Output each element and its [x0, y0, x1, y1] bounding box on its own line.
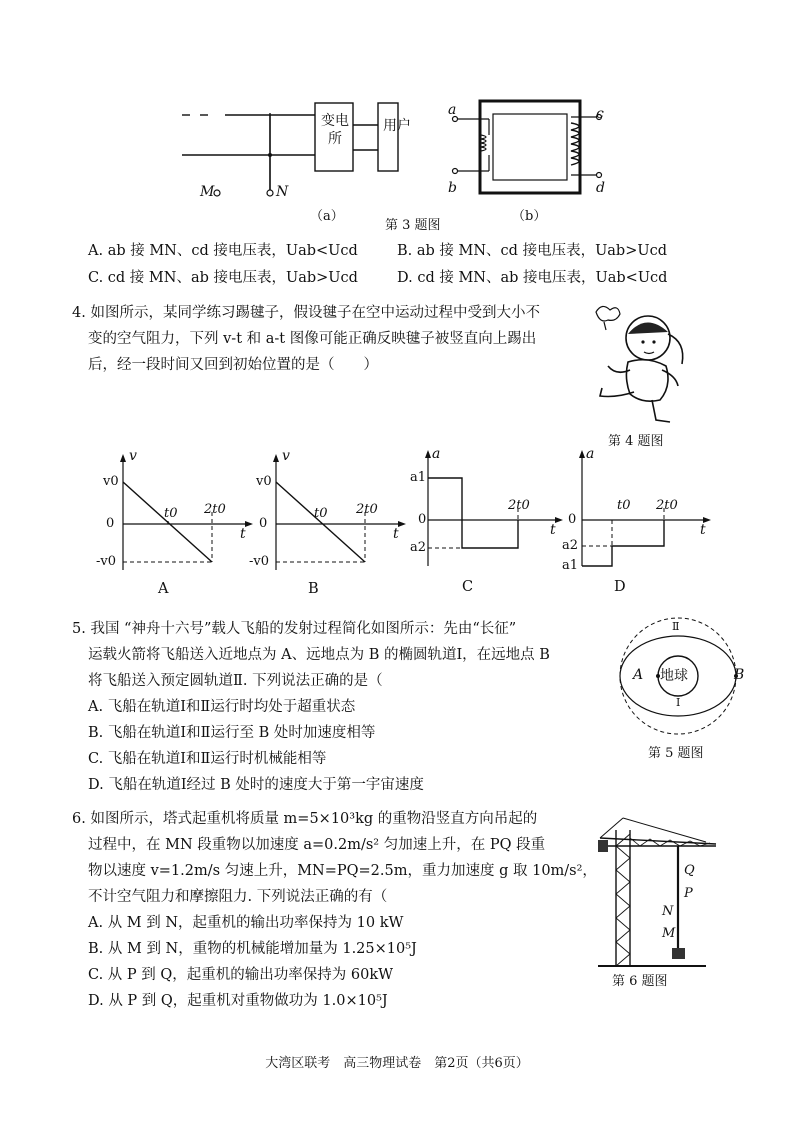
q6-crane-figure	[596, 816, 720, 968]
q5-stem-line1: 5. 我国 “神舟十六号”载人飞船的发射过程简化如图所示：先由“长征”	[72, 621, 517, 637]
q3-figure-b	[445, 95, 615, 205]
q4-c-yzero: 0	[418, 512, 427, 527]
page-footer: 大湾区联考 高三物理试卷 第2页（共6页）	[265, 1056, 529, 1071]
q4-c-letter: C	[462, 579, 474, 595]
q4-a-ybottom: -v0	[96, 554, 117, 569]
q4-b-xend: 2t0	[356, 502, 378, 517]
q6-label-n: N	[662, 904, 674, 919]
q3-box2-label: 用户	[383, 118, 411, 134]
q3-b-a: a	[448, 102, 457, 118]
q4-a-xend: 2t0	[204, 502, 226, 517]
q3-caption-a: （a）	[310, 209, 344, 224]
q4-a-ylabel: v	[129, 448, 137, 464]
q4-d-yzero: 0	[568, 512, 577, 527]
q4-b-yzero: 0	[259, 516, 268, 531]
q4-d-ymid: a2	[562, 538, 579, 553]
q5-orbit1-label: Ⅰ	[676, 696, 681, 709]
q6-option-d: D. 从 P 到 Q，起重机对重物做功为 1.0×10⁵J	[88, 993, 388, 1009]
q3-caption-b: （b）	[512, 209, 547, 224]
q4-c-ybottom: a2	[410, 540, 427, 555]
q6-option-a: A. 从 M 到 N，起重机的输出功率保持为 10 kW	[88, 915, 404, 931]
q4-c-xend: 2t0	[508, 498, 530, 513]
q4-figure-caption: 第 4 题图	[608, 434, 664, 449]
q4-c-ytop: a1	[410, 470, 427, 485]
q4-graph-d	[568, 448, 718, 573]
q6-stem-line2: 过程中，在 MN 段重物以加速度 a=0.2m/s² 匀加速上升，在 PQ 段重	[88, 837, 546, 853]
q4-c-xlabel: t	[550, 522, 556, 538]
q5-earth-label: 地球	[660, 668, 688, 684]
q3-figure-caption: 第 3 题图	[385, 218, 441, 233]
q5-option-c: C. 飞船在轨道Ⅰ和Ⅱ运行时机械能相等	[88, 751, 327, 767]
q4-b-ybottom: -v0	[249, 554, 270, 569]
q5-figure-caption: 第 5 题图	[648, 746, 704, 761]
q5-option-a: A. 飞船在轨道Ⅰ和Ⅱ运行时均处于超重状态	[88, 699, 356, 715]
q4-stem-line3: 后，经一段时间又回到初始位置的是（ ）	[88, 357, 378, 373]
q4-a-letter: A	[158, 581, 169, 597]
q4-d-xend: 2t0	[656, 498, 678, 513]
q3-b-c: c	[596, 106, 604, 122]
q6-label-q: Q	[684, 863, 695, 878]
q3-figure-a	[170, 95, 400, 225]
q4-a-yzero: 0	[106, 516, 115, 531]
q4-graph-b	[248, 452, 408, 577]
q6-stem-line1: 6. 如图所示，塔式起重机将质量 m=5×10³kg 的重物沿竖直方向吊起的	[72, 811, 538, 827]
q6-figure-caption: 第 6 题图	[612, 974, 668, 989]
q4-kid-illustration	[588, 300, 698, 428]
q4-a-xlabel: t	[240, 526, 246, 542]
q4-b-ylabel: v	[282, 448, 290, 464]
q6-label-p: P	[684, 886, 693, 901]
q3-label-n: N	[276, 184, 289, 200]
q4-graph-c	[410, 448, 570, 573]
q3-option-b: B. ab 接 MN、cd 接电压表，Uab>Ucd	[397, 243, 667, 259]
q4-stem-line1: 4. 如图所示，某同学练习踢毽子，假设毽子在空中运动过程中受到大小不	[72, 305, 540, 321]
q3-b-b: b	[448, 180, 457, 196]
q6-label-m: M	[662, 926, 676, 941]
q6-stem-line3: 物以速度 v=1.2m/s 匀速上升，MN=PQ=2.5m，重力加速度 g 取 10m/s²，	[88, 863, 597, 879]
q6-option-b: B. 从 M 到 N，重物的机械能增加量为 1.25×10⁵J	[88, 941, 417, 957]
q3-b-d: d	[596, 180, 605, 196]
q4-a-xmid: t0	[164, 506, 178, 521]
q5-point-a: A	[633, 667, 644, 683]
q5-option-d: D. 飞船在轨道Ⅰ经过 B 处时的速度大于第一宇宙速度	[88, 777, 424, 793]
q5-orbit2-label: Ⅱ	[672, 620, 680, 633]
q4-d-xmid: t0	[617, 498, 631, 513]
q4-b-xmid: t0	[314, 506, 328, 521]
q4-stem-line2: 变的空气阻力，下列 v-t 和 a-t 图像可能正确反映毽子被竖直向上踢出	[88, 331, 537, 347]
q4-d-letter: D	[614, 579, 626, 595]
q4-a-ytop: v0	[103, 474, 119, 489]
q4-d-ylabel: a	[586, 446, 595, 462]
q5-point-b: B	[734, 667, 745, 683]
q4-b-ytop: v0	[256, 474, 272, 489]
q6-option-c: C. 从 P 到 Q，起重机的输出功率保持为 60kW	[88, 967, 394, 983]
q3-label-m: M	[200, 184, 215, 200]
q5-option-b: B. 飞船在轨道Ⅰ和Ⅱ运行至 B 处时加速度相等	[88, 725, 376, 741]
q4-d-ybottom: a1	[562, 558, 579, 573]
q6-stem-line4: 不计空气阻力和摩擦阻力. 下列说法正确的有（	[88, 889, 388, 905]
q3-box1-label: 变电所	[321, 113, 349, 147]
q4-c-ylabel: a	[432, 446, 441, 462]
q3-option-d: D. cd 接 MN、ab 接电压表，Uab<Ucd	[397, 270, 668, 286]
q4-b-xlabel: t	[393, 526, 399, 542]
q3-option-a: A. ab 接 MN、cd 接电压表，Uab<Ucd	[88, 243, 358, 259]
q3-option-c: C. cd 接 MN、ab 接电压表，Uab>Ucd	[88, 270, 358, 286]
q5-stem-line3: 将飞船送入预定圆轨道Ⅱ. 下列说法正确的是（	[88, 673, 383, 689]
q4-b-letter: B	[308, 581, 319, 597]
q4-d-xlabel: t	[700, 522, 706, 538]
q5-stem-line2: 运载火箭将飞船送入近地点为 A、远地点为 B 的椭圆轨道Ⅰ，在远地点 B	[88, 647, 550, 663]
